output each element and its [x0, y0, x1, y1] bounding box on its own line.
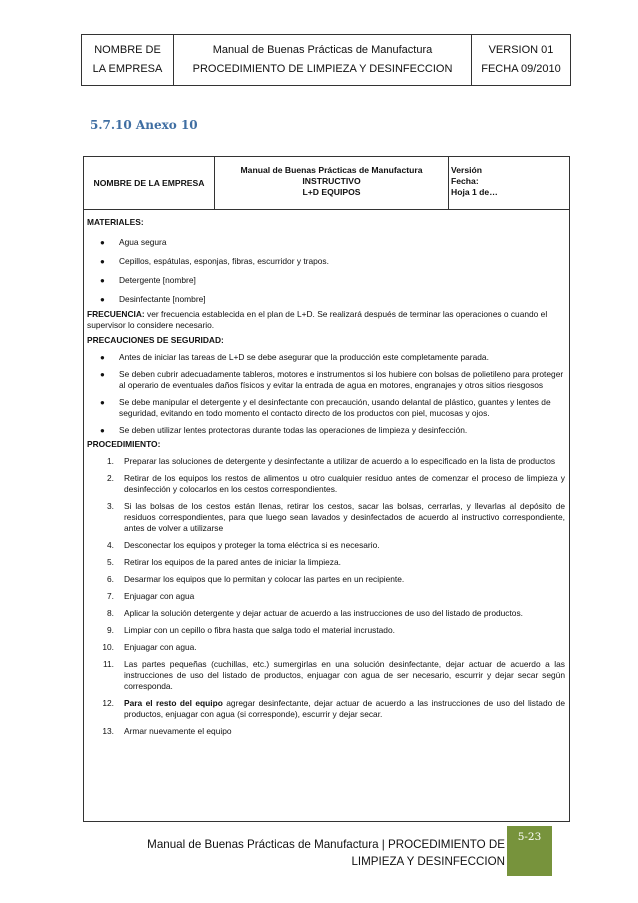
list-item: [87, 698, 565, 720]
list-item: [87, 369, 565, 391]
step-text: Retirar los equipos de la pared antes de iniciar la limpieza.: [124, 557, 341, 567]
bullet-icon: ●: [100, 276, 105, 285]
procedimiento-heading: PROCEDIMIENTO:: [87, 439, 161, 449]
page-number-badge: 5-23: [507, 826, 552, 876]
step-number: 1.: [107, 456, 114, 466]
list-item: [87, 726, 565, 737]
list-item-text: Agua segura: [119, 237, 167, 247]
materiales-list: [87, 237, 565, 305]
header-date: FECHA 09/2010: [481, 63, 561, 75]
list-item-text: Desinfectante [nombre]: [119, 294, 206, 304]
bullet-icon: ●: [100, 238, 105, 247]
step-text: Preparar las soluciones de detergente y desinfectante a utilizar de acuerdo a lo especificado en la lista de productos: [124, 456, 556, 466]
instructivo-subject: L+D EQUIPOS: [302, 187, 361, 197]
list-item: [87, 473, 565, 495]
materiales-heading: MATERIALES:: [87, 217, 144, 227]
list-item-text: Antes de iniciar las tareas de L+D se debe asegurar que la producción este completamente parada.: [119, 352, 489, 362]
step-number: 7.: [107, 591, 114, 601]
header-manual-title: Manual de Buenas Prácticas de Manufactura: [212, 44, 433, 56]
step-number: 9.: [107, 625, 114, 635]
list-item: [87, 642, 565, 653]
bullet-icon: ●: [100, 370, 105, 379]
step-text: agregar desinfectante, dejar actuar de acuerdo a las instrucciones de uso del listado de productos, enjuagar con agua (si corresponde), escurrir y dejar secar.: [124, 698, 565, 719]
list-item: [87, 540, 565, 551]
step-number: 12.: [102, 698, 114, 708]
list-item: [87, 608, 565, 619]
section-heading: 5.7.10 Anexo 10: [90, 118, 198, 132]
instructivo-page-label: Hoja 1 de…: [451, 187, 498, 197]
step-number: 10.: [102, 642, 114, 652]
list-item-text: Se debe manipular el detergente y el desinfectante con precaución, usando delantal de plástico, guantes y lentes de seguridad, evitando en todo momento el contacto directo de los productos con piel, mucosas y ojos.: [119, 397, 551, 418]
instructivo-title-cell: [215, 157, 449, 209]
instructivo-version-cell: [449, 157, 569, 209]
page-footer: Manual de Buenas Prácticas de Manufactura | PROCEDIMIENTO DE LIMPIEZA Y DESINFECCION: [147, 838, 505, 868]
instructivo-document: [83, 156, 570, 822]
step-text: Si las bolsas de los cestos están llenas, retirar los cestos, sacar las bolsas, cerrarlas, y llevarlas al depósito de residuos correspondientes, para que luego sean lavados y desinfectados de acuerdo al instructivo correspondiente, antes de volver a utilizarse: [124, 501, 565, 533]
list-item: [87, 237, 565, 248]
instructivo-company-name: NOMBRE DE LA EMPRESA: [84, 157, 215, 209]
list-item: [87, 397, 565, 419]
frecuencia-paragraph: [87, 309, 565, 331]
list-item: [87, 275, 565, 286]
header-version: VERSION 01: [488, 44, 554, 56]
list-item: [87, 557, 565, 568]
precauciones-list: [87, 352, 565, 436]
instructivo-header: [84, 157, 569, 210]
frecuencia-text: ver frecuencia establecida en el plan de L+D. Se realizará después de terminar las operaciones o cuando el supervisor lo considere necesario.: [87, 309, 548, 330]
list-item-text: Se deben utilizar lentes protectoras durante todas las operaciones de limpieza y desinfección.: [119, 425, 468, 435]
list-item-text: Se deben cubrir adecuadamente tableros, motores e instrumentos si los hubiere con bolsas de polietileno para proteger al operario de eventuales daños físicos y evitar la entrada de agua en motores, engranajes y otros sitios riesgosos: [119, 369, 564, 390]
instructivo-manual-title: Manual de Buenas Prácticas de Manufactura: [240, 165, 423, 175]
list-item: [87, 352, 565, 363]
step-bold: Para el resto del equipo: [124, 698, 223, 708]
bullet-icon: ●: [100, 398, 105, 407]
instructivo-version-label: Versión: [451, 165, 483, 175]
bullet-icon: ●: [100, 426, 105, 435]
step-number: 4.: [107, 540, 114, 550]
list-item: [87, 659, 565, 692]
list-item-text: Cepillos, espátulas, esponjas, fibras, escurridor y trapos.: [119, 256, 329, 266]
header-procedure-title: PROCEDIMIENTO DE LIMPIEZA Y DESINFECCION: [192, 63, 453, 75]
bullet-icon: ●: [100, 257, 105, 266]
list-item: [87, 425, 565, 436]
step-number: 11.: [102, 659, 114, 669]
step-number: 6.: [107, 574, 114, 584]
header-company-name: NOMBRE DE LA EMPRESA: [82, 35, 174, 86]
list-item: [87, 256, 565, 267]
procedimiento-list: [87, 456, 565, 737]
step-text: Enjuagar con agua: [124, 591, 195, 601]
list-item: [87, 625, 565, 636]
list-item-text: Detergente [nombre]: [119, 275, 196, 285]
list-item: [87, 574, 565, 585]
step-text: Armar nuevamente el equipo: [124, 726, 232, 736]
instructivo-body: [84, 210, 569, 737]
list-item: [87, 501, 565, 534]
step-number: 5.: [107, 557, 114, 567]
step-text: Limpiar con un cepillo o fibra hasta que salga todo el material incrustado.: [124, 625, 395, 635]
instructivo-date-label: Fecha:: [451, 176, 479, 186]
frecuencia-label: FRECUENCIA:: [87, 309, 145, 319]
step-text: Desarmar los equipos que lo permitan y colocar las partes en un recipiente.: [124, 574, 405, 584]
step-text: Retirar de los equipos los restos de alimentos u otro cualquier residuo antes de comenzar el proceso de limpieza y desinfección y colocarlos en los cestos correspondientes.: [124, 473, 565, 494]
list-item: [87, 294, 565, 305]
bullet-icon: ●: [100, 353, 105, 362]
list-item: [87, 591, 565, 602]
header-title-cell: [174, 35, 472, 86]
step-number: 8.: [107, 608, 114, 618]
step-text: Aplicar la solución detergente y dejar actuar de acuerdo a las instrucciones de uso del listado de productos.: [124, 608, 523, 618]
step-number: 3.: [107, 501, 114, 511]
list-item: [87, 456, 565, 467]
page-header-table: [81, 34, 571, 86]
step-text: Desconectar los equipos y proteger la toma eléctrica si es necesario.: [124, 540, 380, 550]
step-number: 13.: [102, 726, 114, 736]
step-text: Las partes pequeñas (cuchillas, etc.) sumergirlas en una solución desinfectante, dejar actuar de acuerdo a las instrucciones de uso del listado de productos, enjuagar con agua de ser necesario, escurrir y dejar secar según corresponda.: [124, 659, 565, 691]
bullet-icon: ●: [100, 295, 105, 304]
precauciones-heading: PRECAUCIONES DE SEGURIDAD:: [87, 335, 224, 345]
step-number: 2.: [107, 473, 114, 483]
instructivo-type: INSTRUCTIVO: [302, 176, 361, 186]
header-version-cell: [472, 35, 571, 86]
step-text: Enjuagar con agua.: [124, 642, 197, 652]
